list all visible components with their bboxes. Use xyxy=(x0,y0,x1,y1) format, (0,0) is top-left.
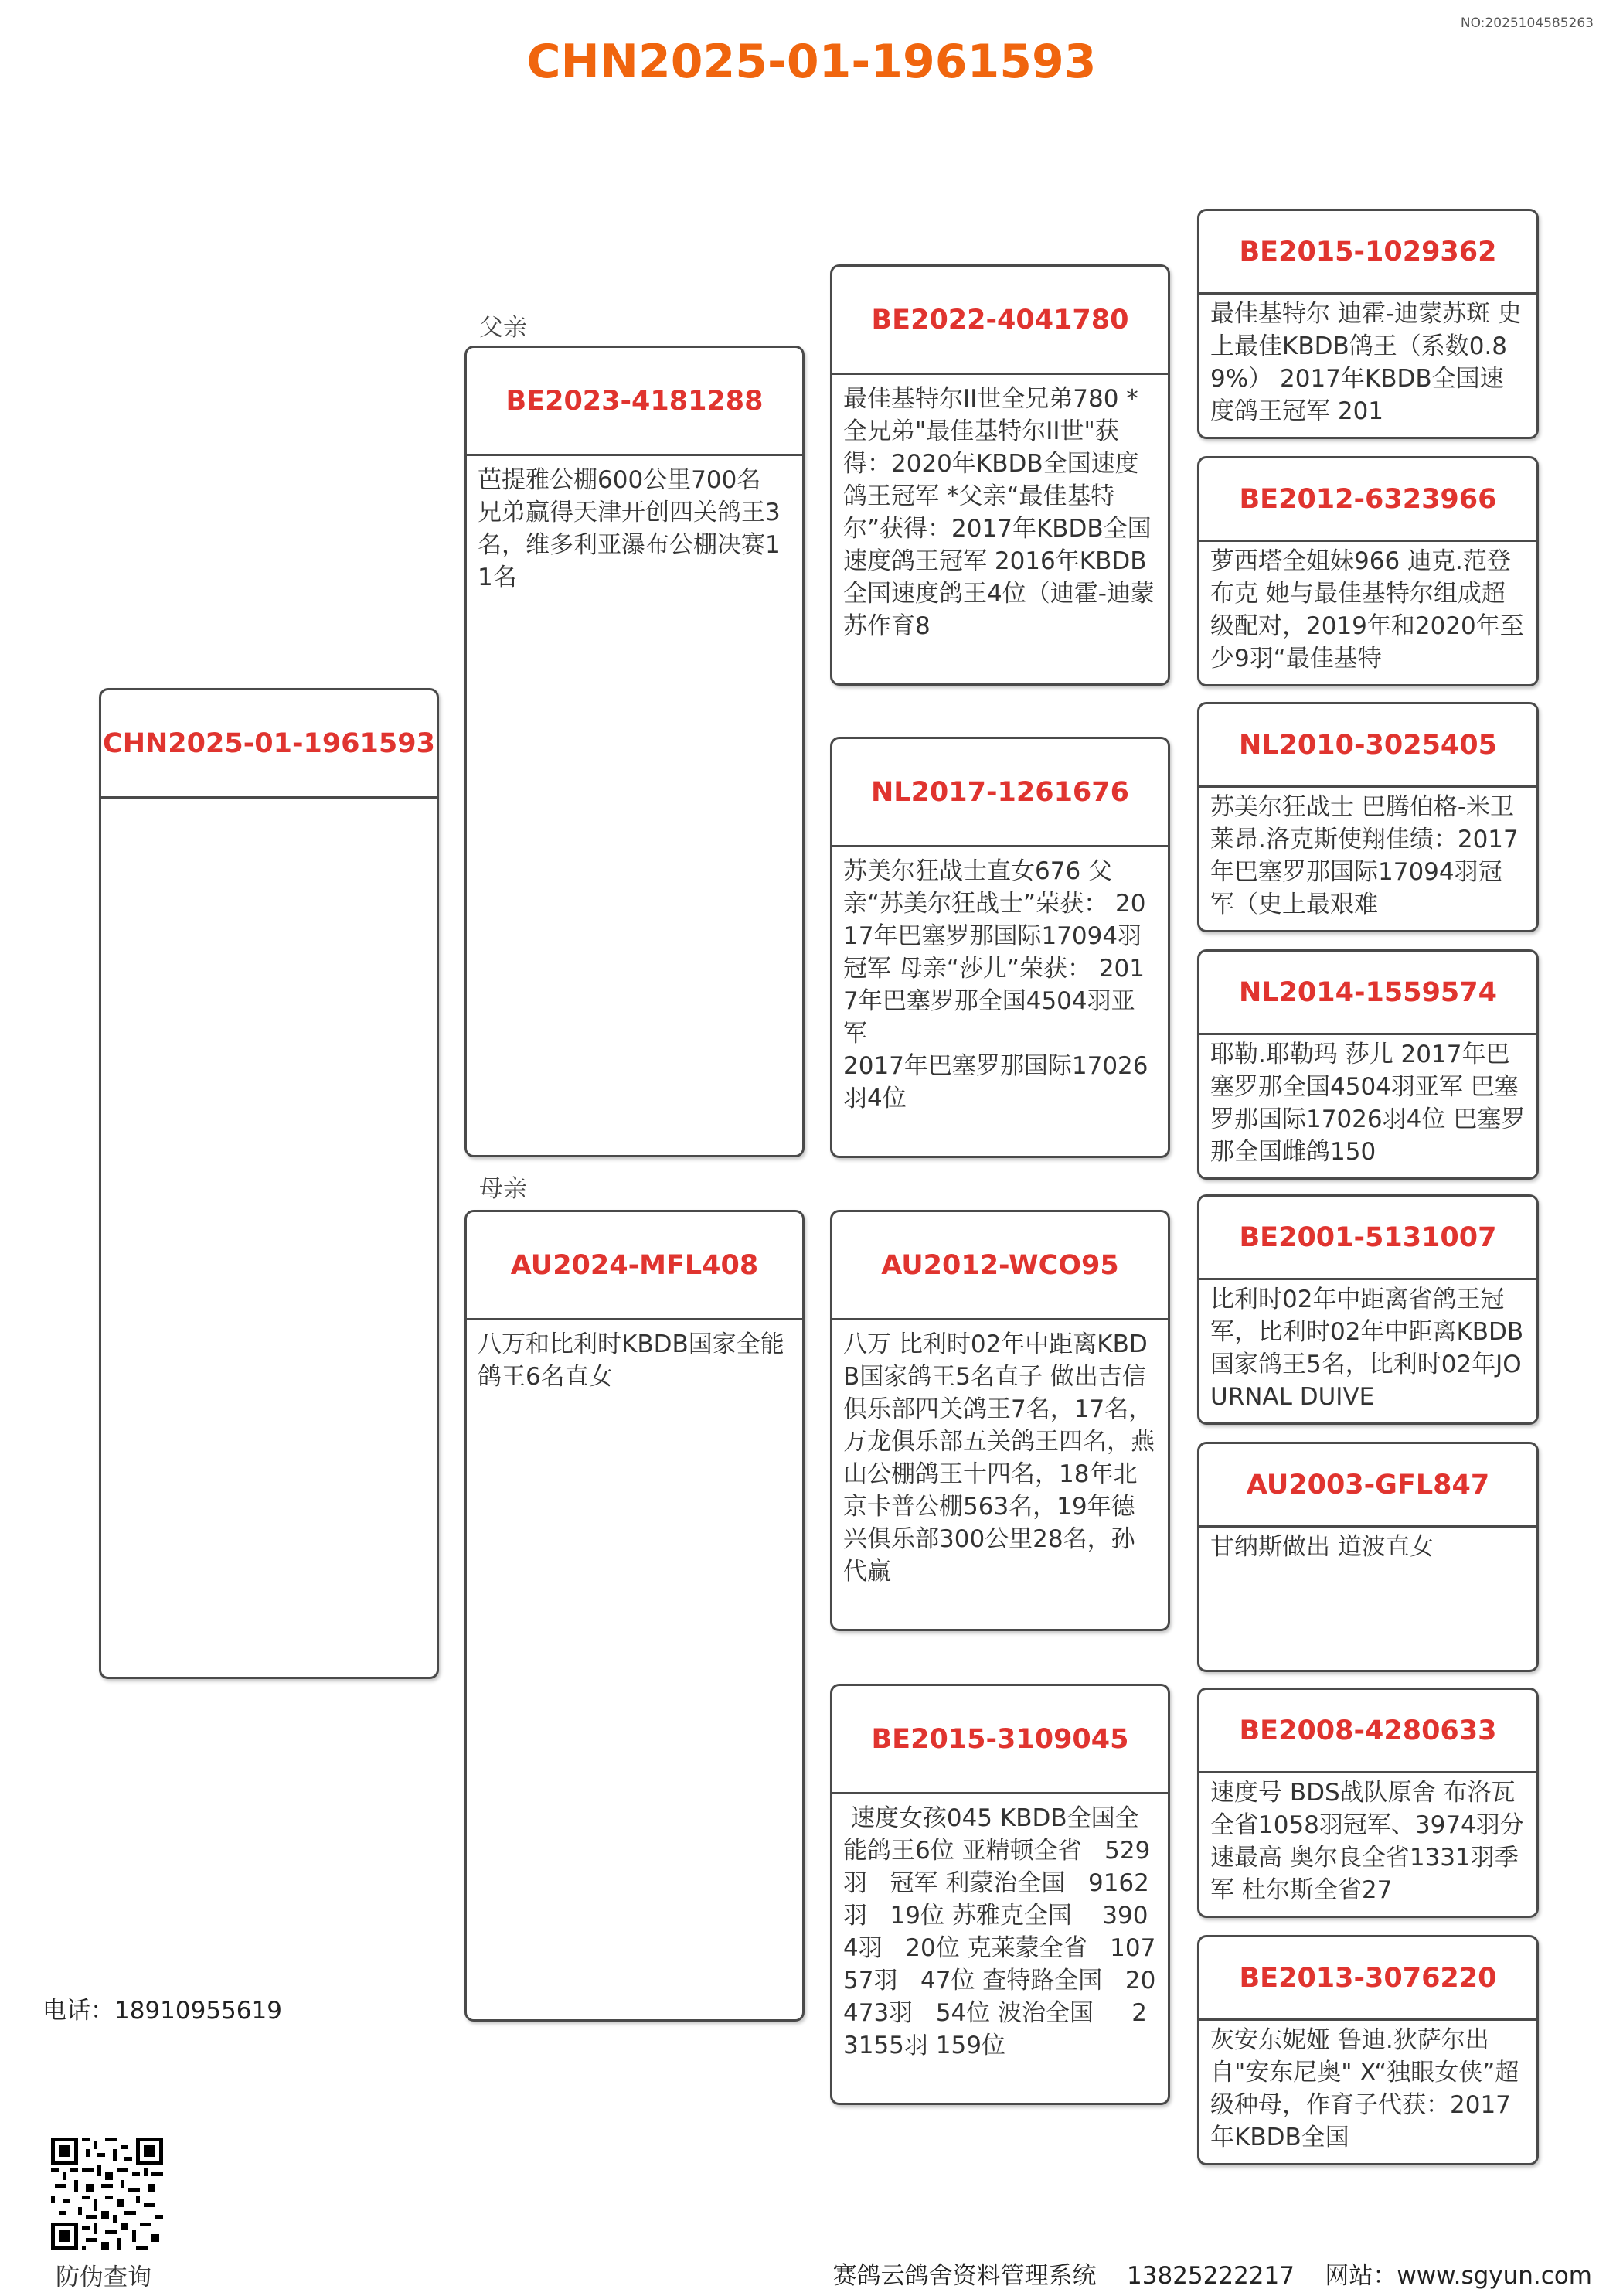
great-grandparent-card[interactable] xyxy=(1197,1194,1539,1425)
great-grandparent-card[interactable] xyxy=(1197,949,1539,1180)
grandparent-card[interactable] xyxy=(830,264,1170,686)
document-number: NO:2025104585263 xyxy=(1460,15,1594,31)
great-grandparent-ring-number: BE2013-3076220 xyxy=(1199,1937,1536,2021)
great-grandparent-ring-number: BE2001-5131007 xyxy=(1199,1197,1536,1280)
great-grandparent-description: 比利时02年中距离省鸽王冠军，比利时02年中距离KBDB国家鸽王5名，比利时02年JOURNAL DUIVE xyxy=(1210,1286,1524,1411)
grandparent-description: 八万 比利时02年中距离KBDB国家鸽王5名直子 做出吉信俱乐部四关鸽王7名，17名，万龙俱乐部五关鸽王四名，燕山公棚鸽王十四名，18年北京卡普公棚563名，19年德兴俱乐部300公里28名，孙代赢 xyxy=(843,1330,1155,1586)
dam-card[interactable] xyxy=(464,1210,805,2022)
grandparent-card[interactable] xyxy=(830,1210,1170,1631)
great-grandparent-description: 萝西塔全姐妹966 迪克.范登布克 她与最佳基特尔组成超级配对，2019年和2020年至少9羽“最佳基特 xyxy=(1210,547,1524,673)
great-grandparent-description: 最佳基特尔 迪霍-迪蒙苏斑 史上最佳KBDB鸽王（系数0.89%） 2017年KBDB全国速度鸽王冠军 201 xyxy=(1210,300,1522,425)
grandparent-card[interactable] xyxy=(830,737,1170,1158)
great-grandparent-description: 甘纳斯做出 道波直女 xyxy=(1210,1533,1434,1561)
great-grandparent-ring-number: NL2014-1559574 xyxy=(1199,952,1536,1035)
great-grandparent-ring-number: BE2012-6323966 xyxy=(1199,458,1536,542)
sire-ring-number: BE2023-4181288 xyxy=(467,348,802,456)
great-grandparent-description: 灰安东妮娅 鲁迪.狄萨尔出自"安东尼奥" X“独眼女侠”超级种母，作育子代获：2017年KBDB全国 xyxy=(1210,2026,1519,2151)
grandparent-ring-number: BE2015-3109045 xyxy=(832,1686,1168,1794)
grandparent-ring-number: AU2012-WCO95 xyxy=(832,1212,1168,1320)
page-title: CHN2025-01-1961593 xyxy=(526,35,1097,89)
grandparent-ring-number: NL2017-1261676 xyxy=(832,739,1168,847)
dam-description: 八万和比利时KBDB国家全能鸽王6名直女 xyxy=(478,1330,784,1391)
mother-label: 母亲 xyxy=(479,1175,527,1203)
subject-description xyxy=(101,799,437,806)
great-grandparent-card[interactable] xyxy=(1197,1688,1539,1918)
grandparent-ring-number: BE2022-4041780 xyxy=(832,267,1168,375)
contact-phone: 电话：18910955619 xyxy=(43,1997,282,2025)
great-grandparent-card[interactable] xyxy=(1197,456,1539,686)
sire-description: 芭提雅公棚600公里700名 兄弟赢得天津开创四关鸽王3名，维多利亚瀑布公棚决赛11名 xyxy=(478,466,781,591)
grandparent-card[interactable] xyxy=(830,1684,1170,2105)
great-grandparent-ring-number: BE2008-4280633 xyxy=(1199,1690,1536,1773)
great-grandparent-description: 耶勒.耶勒玛 莎儿 2017年巴塞罗那全国4504羽亚军 巴塞罗那国际17026羽4位 巴塞罗那全国雌鸽150 xyxy=(1210,1041,1526,1166)
great-grandparent-card[interactable] xyxy=(1197,702,1539,932)
dam-ring-number: AU2024-MFL408 xyxy=(467,1212,802,1320)
great-grandparent-card[interactable] xyxy=(1197,209,1539,439)
great-grandparent-card[interactable] xyxy=(1197,1935,1539,2165)
great-grandparent-card[interactable] xyxy=(1197,1442,1539,1672)
great-grandparent-description: 速度号 BDS战队原舍 布洛瓦全省1058羽冠军、3974羽分速最高 奥尔良全省1331羽季军 杜尔斯全省27 xyxy=(1210,1779,1524,1904)
qr-code-icon[interactable] xyxy=(51,2138,163,2250)
great-grandparent-ring-number: BE2015-1029362 xyxy=(1199,211,1536,295)
great-grandparent-description: 苏美尔狂战士 巴腾伯格-米卫 莱昂.洛克斯使翔佳绩：2017年巴塞罗那国际17094羽冠军（史上最艰难 xyxy=(1210,793,1522,918)
father-label: 父亲 xyxy=(479,314,527,342)
great-grandparent-ring-number: AU2003-GFL847 xyxy=(1199,1444,1536,1528)
subject-card[interactable] xyxy=(99,688,439,1679)
grandparent-description: 最佳基特尔II世全兄弟780 *全兄弟"最佳基特尔II世"获得：2020年KBDB全国速度鸽王冠军 *父亲“最佳基特尔”获得：2017年KBDB全国速度鸽王冠军 2016年KBDB全国速度鸽王4位（迪霍-迪蒙苏作育8 xyxy=(843,385,1155,640)
sire-card[interactable] xyxy=(464,346,805,1157)
great-grandparent-ring-number: NL2010-3025405 xyxy=(1199,704,1536,788)
anti-counterfeit-label: 防伪查询 xyxy=(56,2264,151,2291)
footer-info: 赛鸽云鸽舍资料管理系统 13825222217 网站：www.sgyun.com xyxy=(832,2262,1592,2290)
subject-ring-number: CHN2025-01-1961593 xyxy=(101,690,437,799)
grandparent-description: 苏美尔狂战士直女676 父亲“苏美尔狂战士”荣获： 2017年巴塞罗那国际17094羽冠军 母亲“莎儿”荣获： 2017年巴塞罗那全国4504羽亚军 2017年巴塞罗那国际17026羽4位 xyxy=(843,857,1148,1112)
grandparent-description: 速度女孩045 KBDB全国全能鸽王6位 亚精顿全省 529羽 冠军 利蒙治全国 9162羽 19位 苏雅克全国 3904羽 20位 克莱蒙全省 10757羽 47位 查特路全国 20473羽 54位 波治全国 23155羽 159位 xyxy=(843,1804,1156,2059)
